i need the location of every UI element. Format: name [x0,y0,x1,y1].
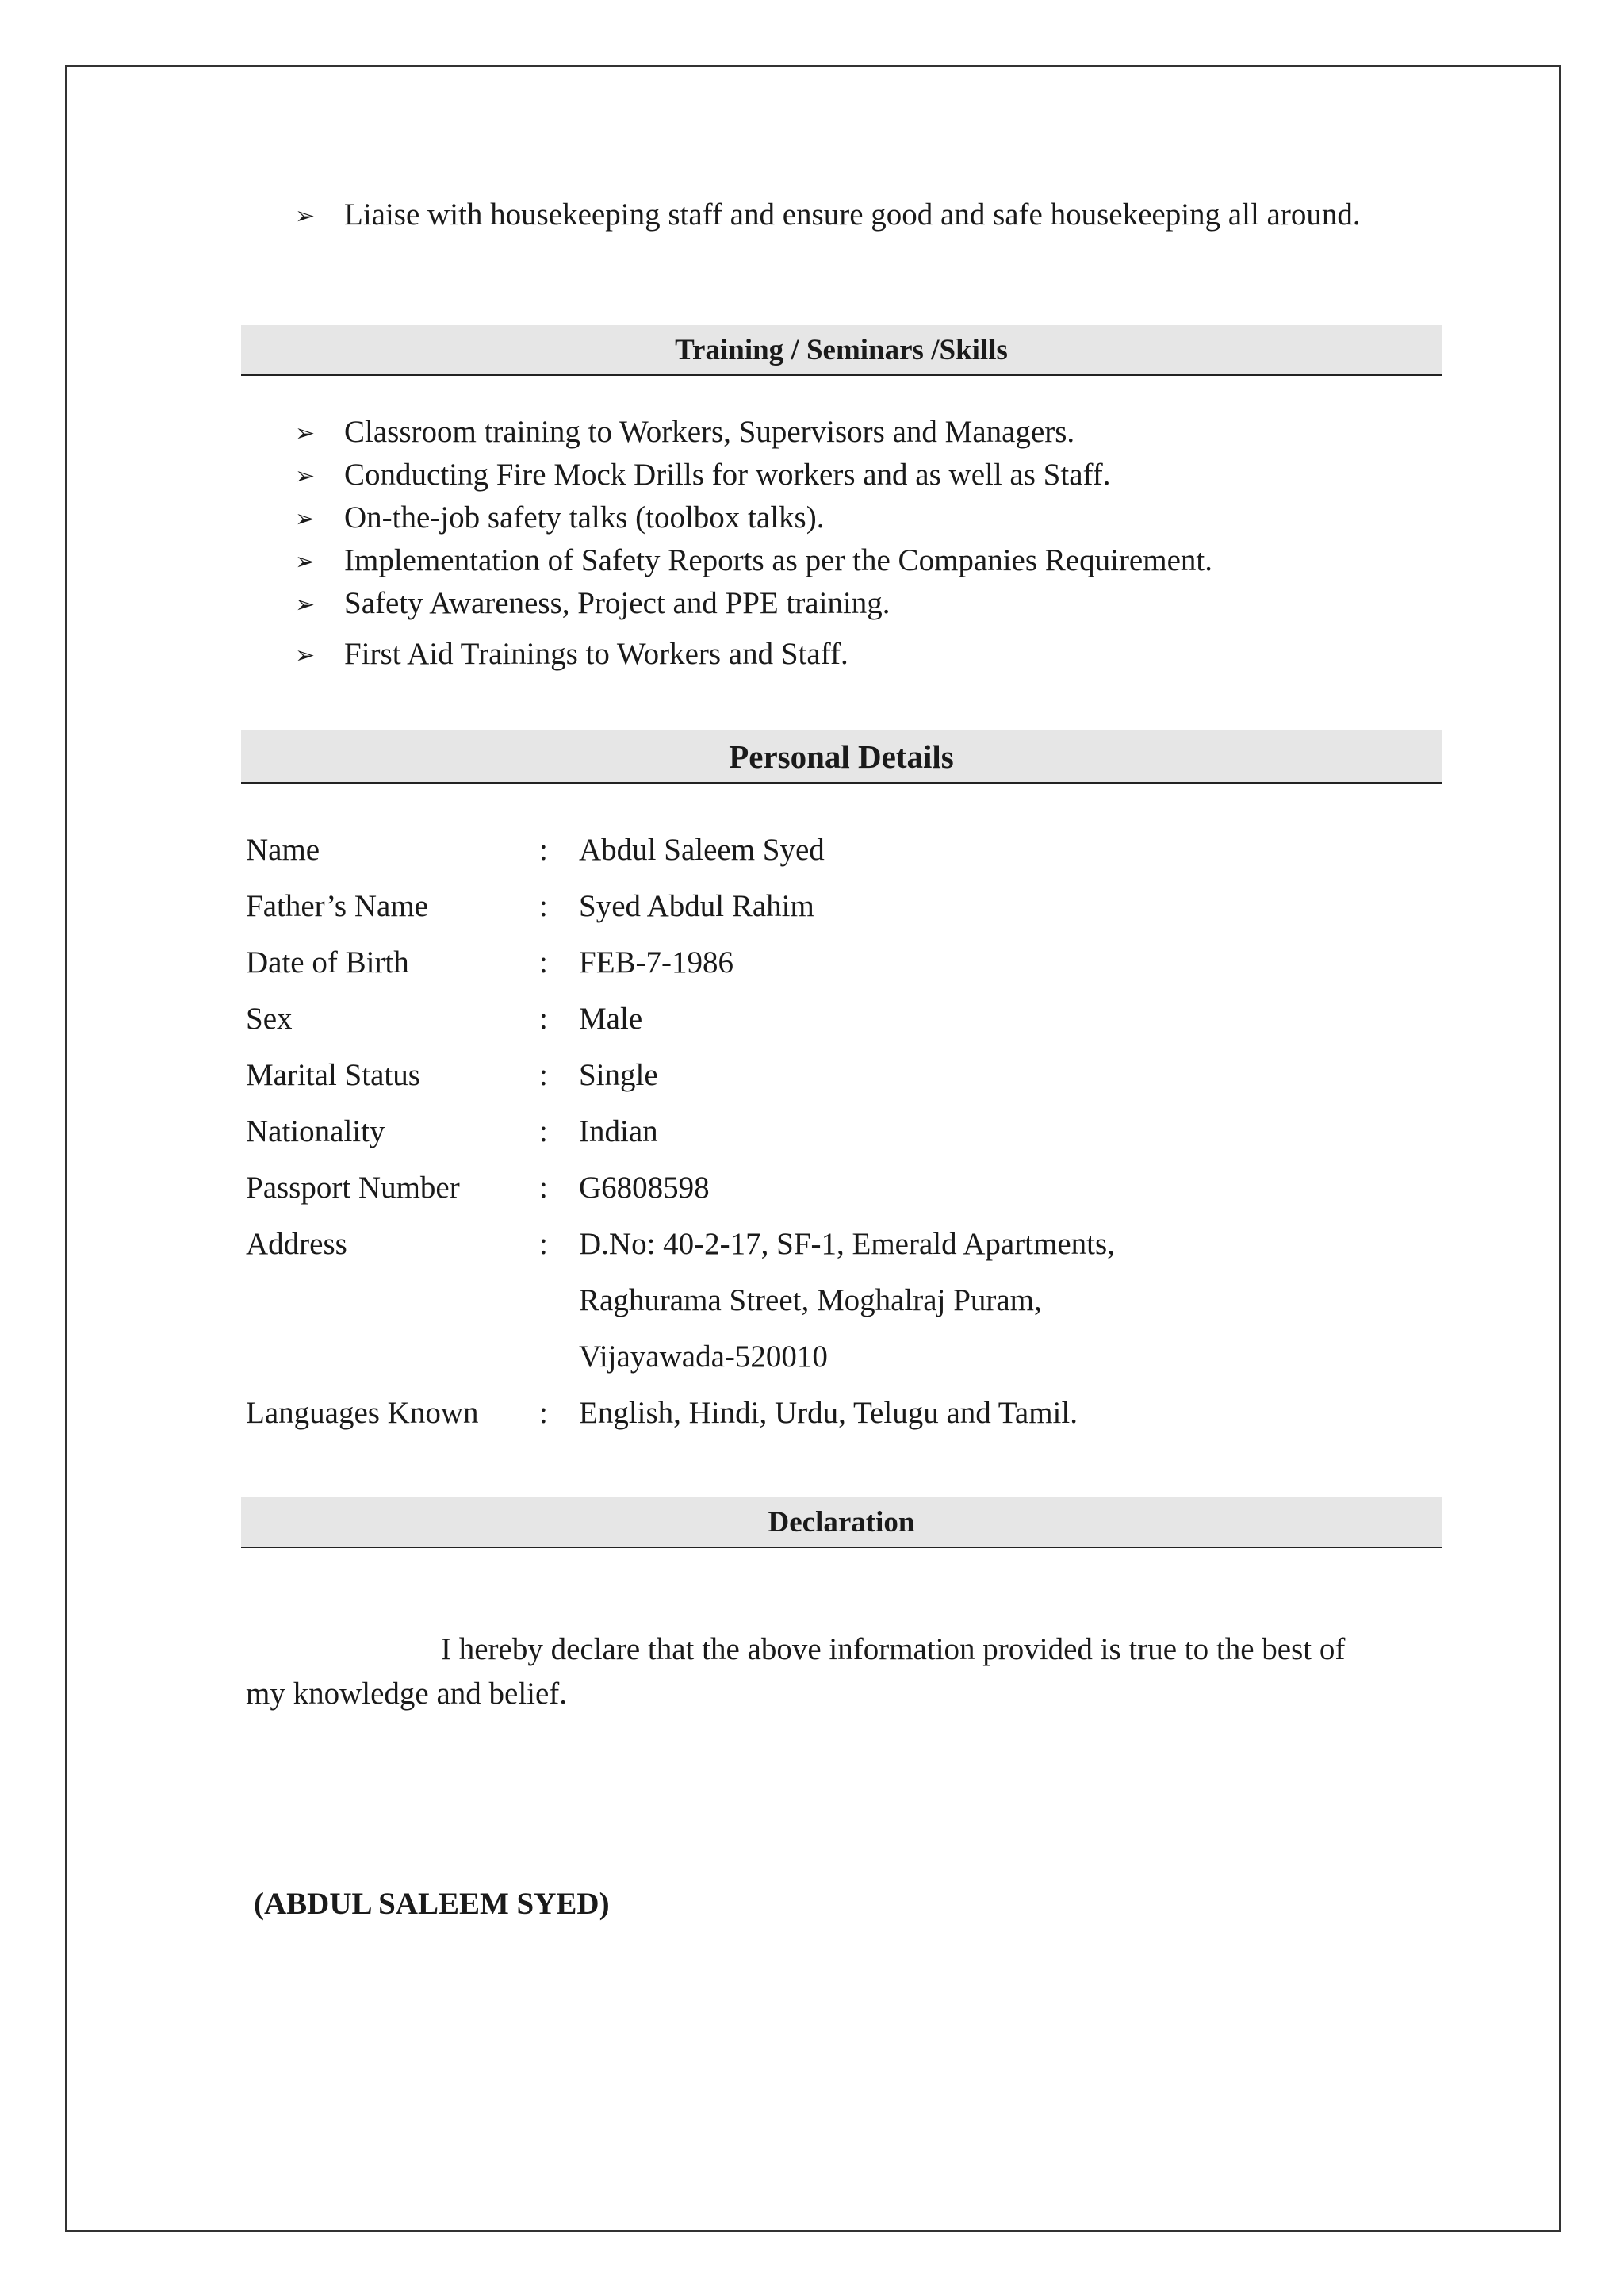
detail-row-address [246,1216,1115,1385]
bullet-text: First Aid Trainings to Workers and Staff. [344,637,848,671]
personal-details-section-header: Personal Details [241,730,1442,784]
detail-colon: : [539,1227,548,1261]
arrowhead-bullet-icon: ➢ [295,420,316,447]
bullet-text: Conducting Fire Mock Drills for workers and as well as Staff. [344,458,1111,492]
intro-bullet-list [295,194,1413,236]
training-list [295,411,1405,676]
arrowhead-bullet-icon: ➢ [295,548,316,576]
detail-colon: : [539,1058,548,1092]
detail-colon: : [539,1396,548,1430]
detail-value: G6808598 [579,1171,710,1205]
bullet-text: Liaise with housekeeping staff and ensure good and safe housekeeping all around. [344,197,1361,232]
detail-colon: : [539,833,548,867]
arrowhead-bullet-icon: ➢ [295,202,316,230]
declaration-section-header: Declaration [241,1497,1442,1548]
list-item [295,582,1405,625]
detail-value: D.No: 40-2-17, SF-1, Emerald Apartments, [579,1227,1115,1261]
detail-colon: : [539,1002,548,1036]
detail-value: Male [579,1002,643,1036]
detail-label: Nationality [246,1114,385,1148]
arrowhead-bullet-icon: ➢ [295,505,316,533]
detail-row-date-of-birth [246,934,1115,991]
training-section-header: Training / Seminars /Skills [241,325,1442,376]
arrowhead-bullet-icon: ➢ [295,642,316,669]
detail-row-fathers-name [246,878,1115,934]
detail-value: Abdul Saleem Syed [579,833,825,867]
detail-colon: : [539,1114,548,1148]
detail-value: FEB-7-1986 [579,945,733,979]
list-item [295,454,1405,496]
bullet-text: Safety Awareness, Project and PPE training. [344,586,891,620]
list-item [295,496,1405,539]
detail-row-passport-number [246,1159,1115,1216]
detail-value: Vijayawada-520010 [579,1340,828,1374]
detail-row-name [246,822,1115,878]
detail-value: Single [579,1058,658,1092]
list-item [295,539,1405,582]
detail-label: Date of Birth [246,945,409,979]
detail-value: Raghurama Street, Moghalraj Puram, [579,1283,1042,1317]
detail-label: Languages Known [246,1396,479,1430]
bullet-text: Classroom training to Workers, Supervisors and Managers. [344,415,1075,449]
detail-label: Sex [246,1002,293,1036]
arrowhead-bullet-icon: ➢ [295,462,316,490]
detail-label: Passport Number [246,1171,460,1205]
bullet-text: Implementation of Safety Reports as per the Companies Requirement. [344,543,1212,577]
detail-row-marital-status [246,1047,1115,1103]
list-item [295,411,1405,454]
detail-row-languages-known [246,1385,1115,1441]
list-item [295,633,1405,676]
detail-label: Father’s Name [246,889,428,923]
detail-label: Address [246,1227,347,1261]
detail-row-sex [246,991,1115,1047]
detail-colon: : [539,1171,548,1205]
declaration-text: I hereby declare that the above information provided is true to the best of my knowledge and belief. [246,1632,1346,1711]
detail-colon: : [539,889,548,923]
detail-row-nationality [246,1103,1115,1159]
arrowhead-bullet-icon: ➢ [295,591,316,619]
bullet-text: On-the-job safety talks (toolbox talks). [344,500,825,535]
signature-name: (ABDUL SALEEM SYED) [254,1887,610,1921]
detail-value: Syed Abdul Rahim [579,889,814,923]
detail-value: English, Hindi, Urdu, Telugu and Tamil. [579,1396,1078,1430]
detail-label: Name [246,833,320,867]
detail-value: Indian [579,1114,658,1148]
personal-details-table [246,822,1115,1441]
list-item [295,194,1413,236]
detail-colon: : [539,945,548,979]
detail-label: Marital Status [246,1058,420,1092]
